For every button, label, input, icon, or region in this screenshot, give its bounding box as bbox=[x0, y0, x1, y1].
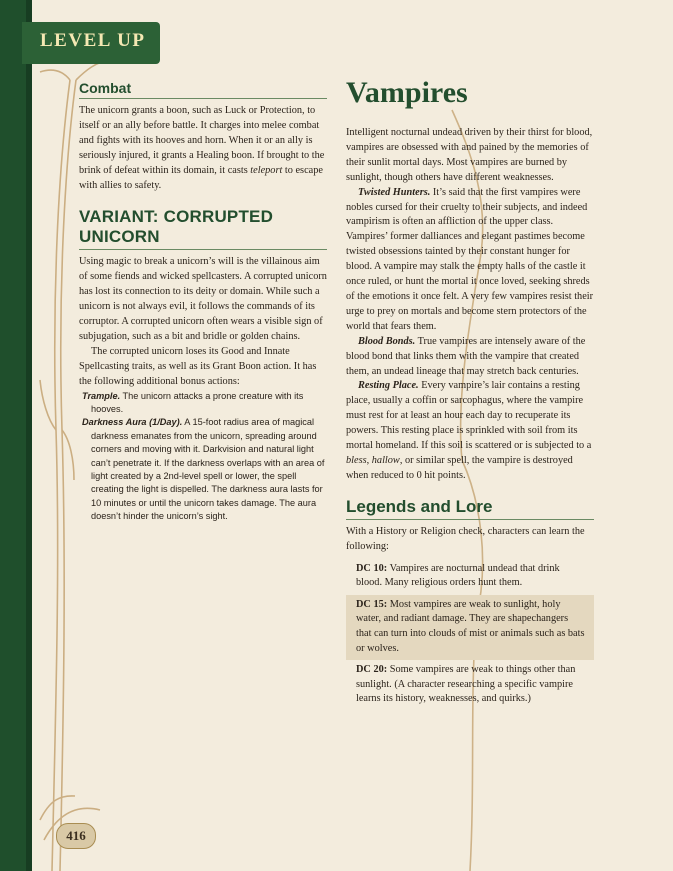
left-column bbox=[79, 80, 327, 524]
chapter-banner-title: LEVEL UP bbox=[40, 30, 146, 51]
teleport-spell: teleport bbox=[250, 164, 283, 176]
legends-heading: Legends and Lore bbox=[346, 497, 594, 520]
combat-heading: Combat bbox=[79, 80, 327, 99]
dc-entry-15: DC 15: Most vampires are weak to sunlight, holy water, and radiant damage. They are shapechangers that can turn into clouds of mist or animals such as bats or wolves. bbox=[346, 595, 594, 660]
variant-heading: VARIANT: CORRUPTED UNICORN bbox=[79, 207, 327, 250]
variant-paragraph-2: The corrupted unicorn loses its Good and Innate Spellcasting traits, as well as its Grant Boon action. It has the following additional bonus actions: bbox=[79, 345, 317, 387]
combat-paragraph: The unicorn grants a boon, such as Luck or Protection, to itself or an ally before battle. It charges into melee combat and fights with its hooves and horn. When it or an ally is seriously injured, it grants a Healing boon. If brought to the brink of defeat within its domain, it casts teleport to escape with allies to safety. bbox=[79, 105, 325, 191]
dc-entry-10: DC 10: Vampires are nocturnal undead that drink blood. Many religious orders hunt them. bbox=[356, 562, 560, 589]
vampires-intro: Intelligent nocturnal undead driven by their thirst for blood, vampires are obsessed with and pained by the memories of their sunlit mortal days. Most vampires are burned by sunlight, though others have different weaknesses. bbox=[346, 127, 593, 183]
page-number: 416 bbox=[56, 823, 96, 849]
variant-paragraph-1: Using magic to break a unicorn’s will is the villainous aim of some fiends and wicked spellcasters. A corrupted unicorn has lost its connection to its deity or domain. While such a unicorn is not always evil, it follows the commands of its corruptor. A corrupted unicorn often wears a visible sign of subjugation, such as a bit and bridle or golden chains. bbox=[79, 256, 327, 342]
resting-place-paragraph: Resting Place. Every vampire’s lair contains a resting place, usually a coffin or sarcophagus, where the vampire must rest for at least an hour each day to recuperate its powers. This resting place is sprinkled with soil from its mortal homeland. If this soil is scattered or is subjected to a bless, hallow, or similar spell, the vampire is destroyed when reduced to 0 hit points. bbox=[346, 380, 592, 481]
blood-bonds-paragraph: Blood Bonds. True vampires are intensely aware of the blood bond that links them with the vampire that created them, an undead lineage that may stretch back centuries. bbox=[346, 335, 586, 377]
page-title: Vampires bbox=[346, 76, 468, 109]
twisted-hunters-paragraph: Twisted Hunters. It’s said that the first vampires were nobles cursed for their cruelty to their subjects, and indeed vampirism is often an affliction of the upper class. Vampires’ former dalliances and elegant pastimes become twisted obsessions tainted by their constant hunger for blood. A vampire may stalk the empty halls of the castle it once ruled, or hunt the mortal it once loved, seeking shreds of the emotions it once felt. A very few vampires resist their urge to prey on mortals and become stern protectors of the world that fears them. bbox=[346, 186, 594, 332]
dc-entry-20: DC 20: Some vampires are weak to things other than sunlight. (A character researching a specific vampire learns its history, weaknesses, and quirks.) bbox=[356, 664, 576, 705]
darkness-aura-trait: Darkness Aura (1/Day). A 15-foot radius area of magical darkness emanates from the unicorn, spreading around corners and moving with it. Darkvision and natural light can’t penetrate it. If the darkness overlaps with an area of light created by a 2nd-level spell or lower, the spell creating the light is dispelled. The darkness aura lasts for 10 minutes or until the unicorn takes damage. The aura doesn’t hinder the unicorn’s sight. bbox=[82, 417, 325, 522]
trample-trait: Trample. The unicorn attacks a prone creature with its hooves. bbox=[82, 390, 304, 414]
legends-intro: With a History or Religion check, characters can learn the following: bbox=[346, 525, 585, 552]
right-column bbox=[346, 76, 594, 711]
